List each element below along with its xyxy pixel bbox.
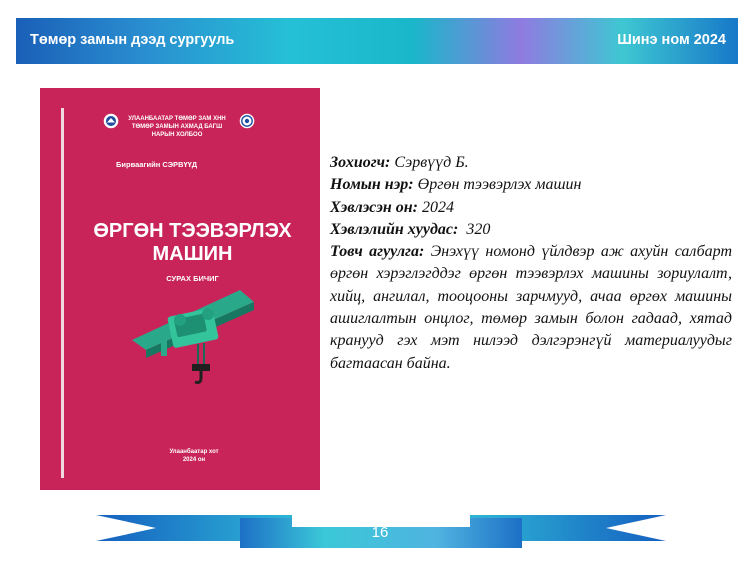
cover-publication-info: Улаанбаатар хот 2024 он — [169, 449, 219, 464]
cover-subtitle: СУРАХ БИЧИГ — [166, 274, 219, 283]
association-logo-icon — [239, 113, 255, 129]
cover-institution: УЛААНБААТАР ТӨМӨР ЗАМ ХНН ТӨМӨР ЗАМЫН АХМАД БАГШ НАРЫН ХОЛБОО — [128, 116, 226, 139]
summary-paragraph: Товч агуулга: Энэхүү номонд үйлдвэр аж ахуйн салбарт өргөн хэрэглэгддэг өргөн тээвэрлэх машины зориулалт, хийц, ангилал, тооцооны зарчмууд, ачаа өргөх машины ашиглалтын онцлог, төмөр замын болон гадаад, хятад кранууд гэх мэт нилээд дэлгэрэнгүй материалуудыг багтаасан байна. — [330, 243, 732, 372]
book-info — [330, 152, 732, 375]
cover-vertical-line — [61, 108, 64, 478]
header-left-title: Төмөр замын дээд сургууль — [30, 32, 235, 48]
book-name-line: Номын нэр: Өргөн тээвэрлэх машин — [330, 176, 582, 194]
cover-author: Бирваагийн СЭРВҮҮД — [116, 160, 198, 169]
cover-title: ӨРГӨН ТЭЭВЭРЛЭХ МАШИН — [93, 220, 292, 265]
header-right-title: Шинэ ном 2024 — [617, 32, 726, 48]
book-cover — [40, 88, 320, 490]
header-bar — [16, 18, 738, 64]
crane-illustration-icon — [128, 288, 263, 388]
page-number: 16 — [371, 524, 389, 541]
author-line: Зохиогч: Сэрвүүд Б. — [330, 154, 469, 171]
year-line: Хэвлэсэн он: 2024 — [330, 198, 454, 216]
pages-line: Хэвлэлийн хуудас: 320 — [330, 220, 491, 238]
institution-logo-icon — [103, 113, 119, 129]
